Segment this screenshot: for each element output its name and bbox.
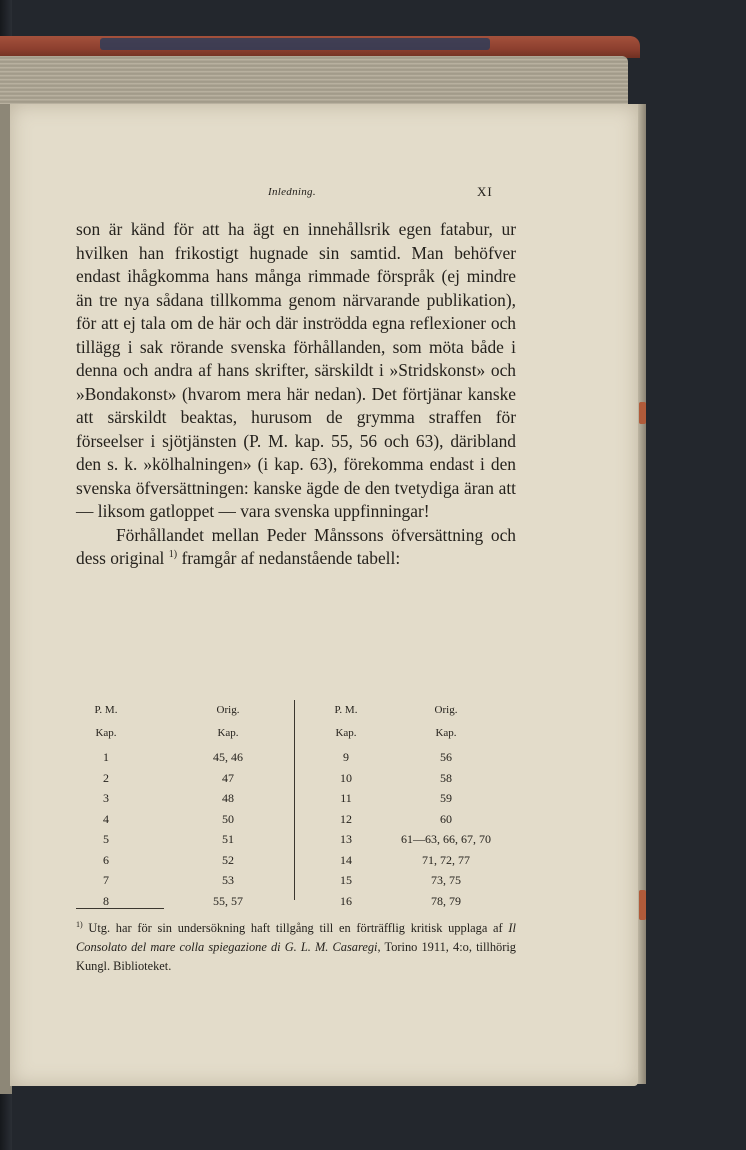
body-text	[76, 218, 516, 571]
footnote-text: Utg. har för sin undersökning haft tillgång till en förträfflig kritisk upplaga af	[82, 921, 509, 936]
table-cell-pm: 1	[103, 750, 109, 764]
table-header: Orig.	[434, 704, 458, 716]
table-cell-pm: 8	[103, 893, 109, 908]
table-cell-pm: 12	[340, 811, 352, 826]
edge-stain	[639, 402, 646, 424]
table-cell-pm: 9	[343, 750, 349, 764]
table-cell-orig: 55, 57	[213, 893, 243, 908]
table-subheader: Kap.	[335, 727, 357, 739]
table-subheader: Kap.	[217, 727, 239, 739]
table-cell-pm: 16	[340, 893, 352, 908]
footnote-ref: 1)	[168, 549, 178, 561]
table-cell-orig: 71, 72, 77	[422, 852, 470, 867]
table-divider	[294, 700, 295, 900]
table-subheader: Kap.	[435, 727, 457, 739]
table-cell-orig: 78, 79	[431, 893, 461, 908]
table-cell-orig: 48	[222, 791, 234, 805]
table-cell-pm: 10	[340, 770, 352, 785]
book-page	[10, 104, 638, 1086]
table-cell-orig: 61—63, 66, 67, 70	[401, 832, 491, 846]
table-header: P. M.	[94, 704, 118, 716]
table-cell-orig: 60	[440, 811, 452, 826]
table-cell-pm: 4	[103, 811, 109, 826]
edge-stain	[639, 890, 646, 920]
table-cell-orig: 50	[222, 811, 234, 826]
table-cell-orig: 56	[440, 750, 452, 764]
table-cell-pm: 3	[103, 791, 109, 805]
paragraph-text: framgår af nedanstående tabell:	[177, 548, 401, 568]
footnote-marker: 1)	[76, 920, 83, 929]
footnote-text: , Torino 1911, 4:o, tillhörig Kungl. Biblioteket.	[76, 940, 516, 974]
table-cell-pm: 6	[103, 852, 109, 867]
paragraph	[76, 524, 516, 571]
table-cell-pm: 2	[103, 770, 109, 785]
paragraph: son är känd för att ha ägt en innehållsrik egen fatabur, ur hvilken han frikostigt hugnade sin samtid. Man behöfver endast ihågkomma hans många rimmade förspråk (ej mindre än tre nya sådana tillkomma genom närvarande publikation), för att ej tala om de här och där inströdda egna reflexioner och tillägg i sak rörande svenska förhållanden, som möta både i denna och andra af hans skrifter, särskildt i »Stridskonst» och »Bondakonst» (hvarom mera här nedan). Det förtjänar kanske att särskildt beaktas, hurusom de grymma straffen för förseelser i sjötjänsten (P. M. kap. 55, 56 och 63), däribland den s. k. »kölhalningen» (i kap. 63), förekomma endast i den svenska öfversättningen: kanske ägde de den tvetydiga äran att — liksom gatloppet — vara svenska uppfinningar!	[76, 219, 516, 521]
table-cell-orig: 59	[440, 791, 452, 805]
footnote	[76, 915, 516, 976]
table-cell-pm: 5	[103, 832, 109, 846]
table-cell-pm: 15	[340, 873, 352, 887]
table-cell-orig: 52	[222, 852, 234, 867]
page-number: XI	[477, 184, 493, 199]
table-cell-pm: 11	[340, 791, 352, 805]
table-header: P. M.	[334, 704, 358, 716]
table-cell-orig: 58	[440, 770, 452, 785]
table-cell-pm: 14	[340, 852, 352, 867]
table-cell-orig: 45, 46	[213, 750, 243, 764]
binding-label-band	[100, 38, 490, 50]
footnote-title: Il Consolato del mare colla spiegazione di G. L. M. Casaregi	[76, 921, 516, 955]
table-cell-orig: 51	[222, 832, 234, 846]
footnote-rule	[76, 908, 164, 909]
table-cell-pm: 13	[340, 832, 352, 846]
paragraph-text: Förhållandet mellan Peder Månssons öfversättning och dess original	[76, 524, 516, 568]
running-head: Inledning.	[268, 186, 316, 198]
page-stack-edge	[0, 56, 628, 104]
table-cell-pm: 7	[103, 873, 109, 887]
table-header: Orig.	[216, 704, 240, 716]
table-cell-orig: 47	[222, 770, 234, 785]
table-subheader: Kap.	[95, 727, 117, 739]
collation-table	[76, 698, 516, 908]
table-cell-orig: 53	[222, 873, 234, 887]
table-cell-orig: 73, 75	[431, 873, 461, 887]
